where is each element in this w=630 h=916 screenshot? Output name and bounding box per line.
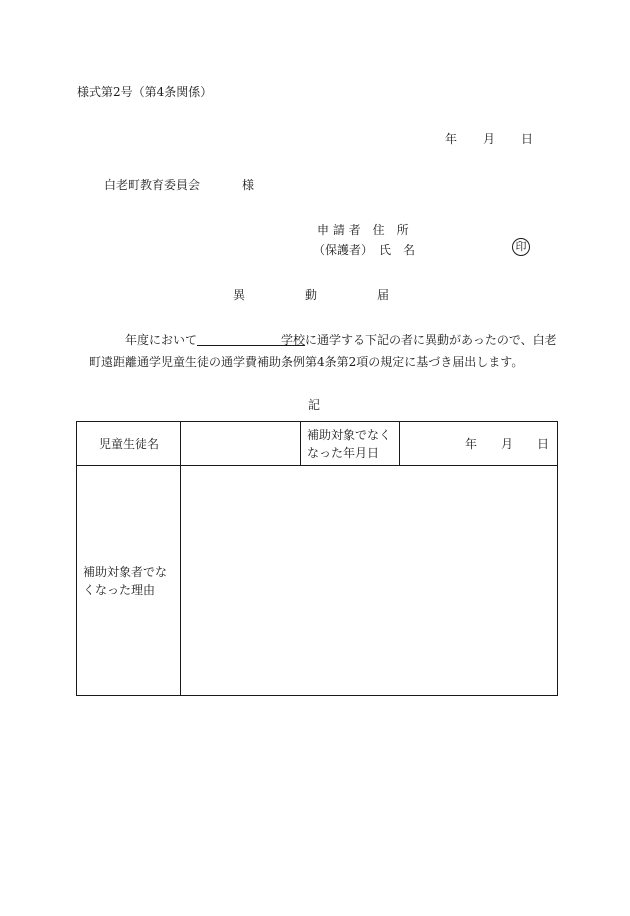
date-month: 月 xyxy=(483,132,496,146)
addressee-name: 白老町教育委員会 xyxy=(104,178,201,192)
reason-label-line1: 補助対象者でな xyxy=(83,564,168,579)
body-line-1 xyxy=(89,333,557,346)
date-day: 日 xyxy=(521,132,534,146)
ineligible-date-label-line1: 補助対象でなく xyxy=(307,427,392,442)
school-name-blank xyxy=(197,333,281,346)
date-year: 年 xyxy=(445,132,458,146)
body-prefix: 年度において xyxy=(125,333,198,347)
submission-date xyxy=(445,133,533,145)
reason-field[interactable] xyxy=(181,466,558,696)
form-number: 様式第2号（第4条関係） xyxy=(77,85,213,99)
change-details-table xyxy=(76,421,558,696)
reason-label xyxy=(77,466,181,696)
ineligible-date-field[interactable]: 年 月 日 xyxy=(400,422,558,466)
applicant-name-label: （保護者） 氏 名 xyxy=(313,243,416,257)
ineligible-date-label-line2: なった年月日 xyxy=(307,445,380,460)
school-word: 学校 xyxy=(281,333,306,347)
seal-mark: 印 xyxy=(512,238,530,256)
body-line-2: 町遠距離通学児童生徒の通学費補助条例第4条第2項の規定に基づき届出します。 xyxy=(89,355,524,369)
ineligible-date-label xyxy=(301,422,400,466)
student-name-field[interactable] xyxy=(181,422,301,466)
document-title: 異 動 届 xyxy=(233,288,390,302)
reason-label-line2: くなった理由 xyxy=(83,582,156,597)
applicant-address-label: 申 請 者 住 所 xyxy=(317,223,409,237)
body-line1-rest: に通学する下記の者に異動があったので、白老 xyxy=(305,333,557,347)
student-name-label: 児童生徒名 xyxy=(77,422,181,466)
table-row xyxy=(77,422,558,466)
addressee-honorific: 様 xyxy=(242,178,255,192)
table-row xyxy=(77,466,558,696)
ki-heading: 記 xyxy=(308,398,321,412)
